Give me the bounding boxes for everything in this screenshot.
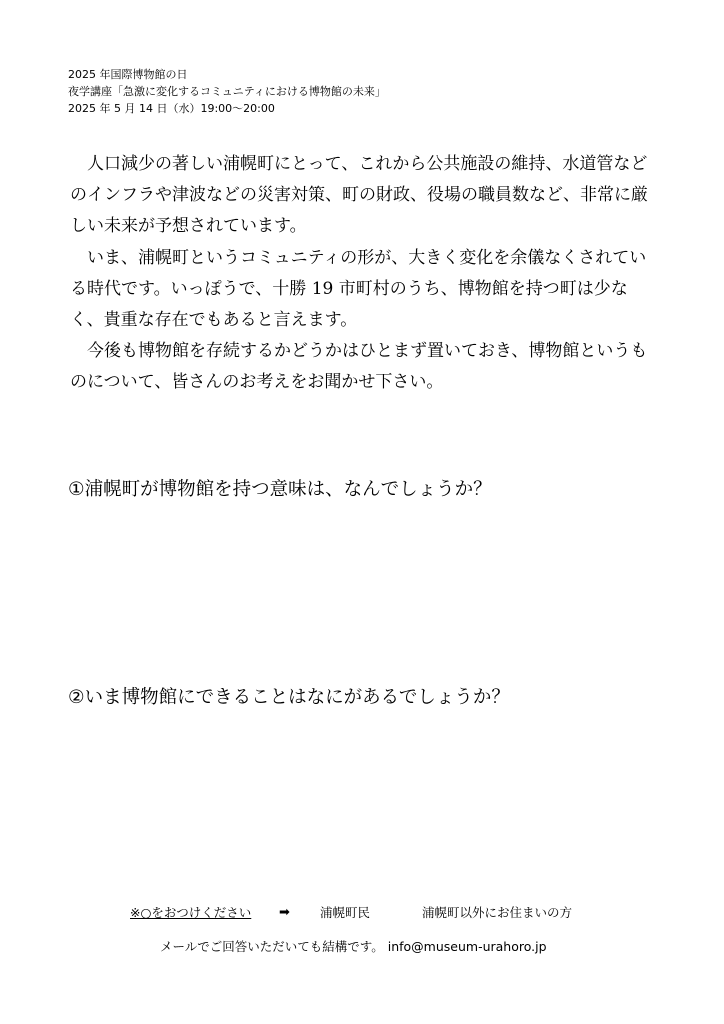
event-datetime: 2025 年 5 月 14 日（水）19:00～20:00 [68,102,275,115]
event-title: 2025 年国際博物館の日 [68,68,188,81]
contact-note: メールでご回答いただいても結構です。 info@museum-urahoro.jp [160,939,547,954]
question-1: ①浦幌町が博物館を持つ意味は、なんでしょうか？ [68,479,492,500]
intro-paragraph: 人口減少の著しい浦幌町にとって、これから公共施設の維持、水道管などのインフラや津波などの災害対策、町の財政、役場の職員数など、非常に厳しい未来が予想されています。 [70,154,648,237]
intro-text [70,149,660,399]
option-non-resident[interactable]: 浦幌町以外にお住まいの方 [422,905,573,920]
lecture-title: 夜学講座「急激に変化するコミュニティにおける博物館の未来」 [68,85,386,98]
residence-selection [130,903,610,923]
question-2: ②いま博物館にできることはなにがあるでしょうか？ [68,687,510,708]
answer-area-1[interactable] [68,510,656,670]
intro-paragraph: 今後も博物館を存続するかどうかはひとまず置いておき、博物館というものについて、皆さんのお考えをお聞かせ下さい。 [70,341,648,393]
circle-instruction: ※○をおつけください [130,905,252,920]
option-resident[interactable]: 浦幌町民 [320,905,371,920]
answer-area-2[interactable] [68,718,656,888]
arrow-right-icon: ➡ [279,905,290,920]
intro-paragraph: いま、浦幌町というコミュニティの形が、大きく変化を余儀なくされている時代です。いっぽうで、十勝 19 市町村のうち、博物館を持つ町は少なく、貴重な存在でもあると言えます。 [70,247,647,331]
event-header [68,66,668,117]
